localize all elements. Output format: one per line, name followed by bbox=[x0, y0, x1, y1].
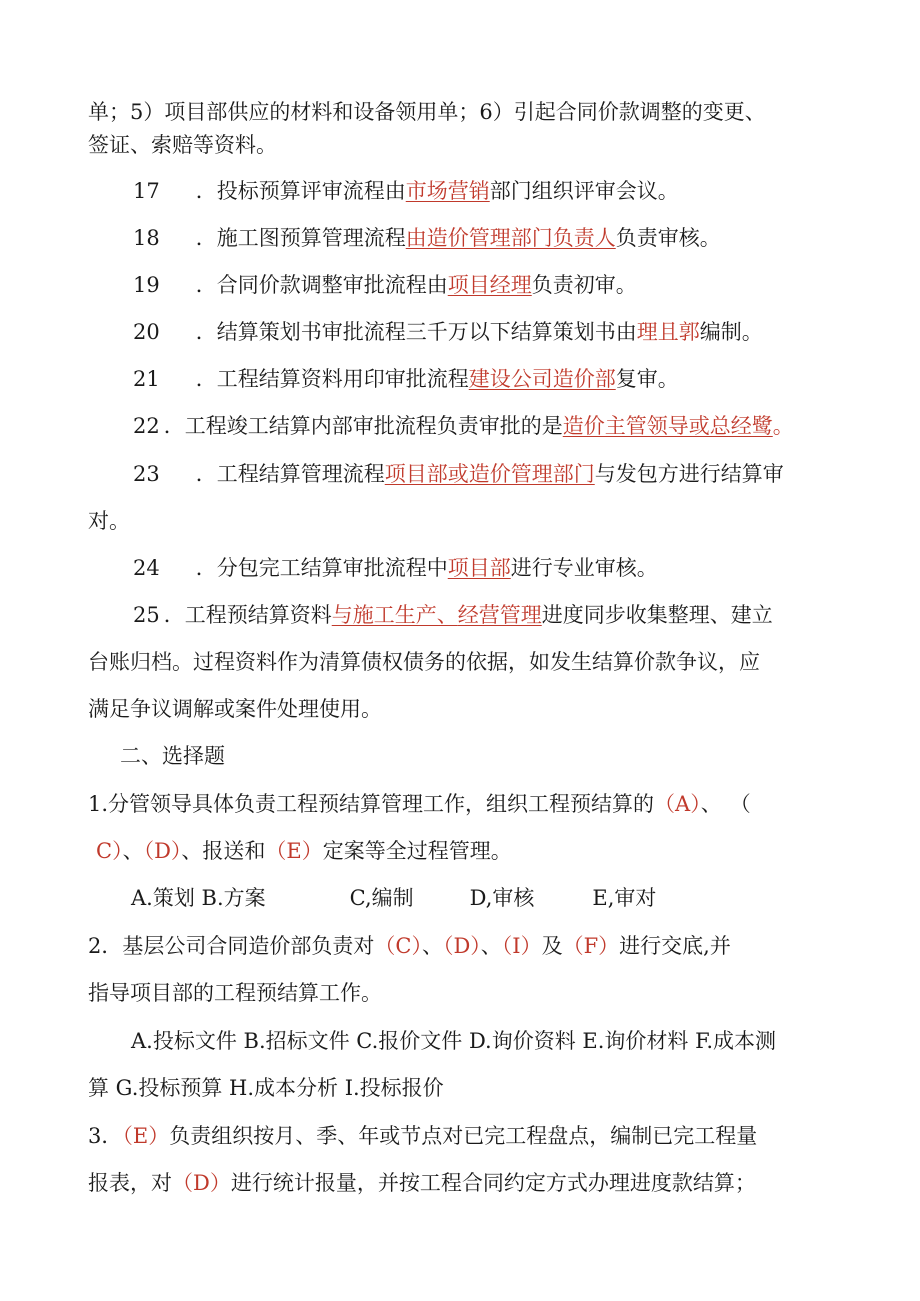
item-text: ．施工图预算管理流程 bbox=[195, 226, 406, 250]
item-text-end: 与发包方进行结算审 bbox=[594, 462, 784, 486]
item-number: 20 bbox=[133, 320, 160, 344]
question-text: 1.分管领导具体负责工程预结算管理工作，组织工程预结算的 bbox=[88, 792, 655, 816]
item-answer: 由造价管理部门负责人 bbox=[405, 226, 616, 250]
item-22 bbox=[133, 411, 920, 441]
question-text: 负责组织按月、季、年或节点对已完工程盘点，编制已完工程量 bbox=[169, 1124, 758, 1148]
question-1-line-2 bbox=[96, 836, 920, 866]
item-17 bbox=[133, 176, 920, 206]
question-text-end: 定案等全过程管理。 bbox=[322, 839, 512, 863]
item-number: 18 bbox=[133, 226, 160, 250]
separator: 、 bbox=[480, 934, 502, 958]
item-text: ．工程竣工结算内部审批流程负责审批的是 bbox=[163, 414, 563, 438]
item-text: ．分包完工结算审批流程中 bbox=[195, 556, 448, 580]
item-answer: 造价主管领导或总经鹭 bbox=[562, 414, 773, 438]
item-23 bbox=[133, 459, 920, 489]
item-18 bbox=[133, 223, 920, 253]
question-2-options-2: 算 G.投标预算 H.成本分析 I.投标报价 bbox=[88, 1076, 444, 1100]
intro-line-1: 单；5）项目部供应的材料和设备领用单；6）引起合同价款调整的变更、 bbox=[88, 100, 766, 124]
question-3-line-2 bbox=[88, 1168, 920, 1198]
question-2-line-2: 指导项目部的工程预结算工作。 bbox=[88, 981, 382, 1005]
item-text: ．合同价款调整审批流程由 bbox=[195, 273, 448, 297]
answer-4: （F） bbox=[562, 934, 620, 958]
answer-a: （A） bbox=[654, 792, 701, 816]
item-answer: 理且郭 bbox=[636, 320, 700, 344]
item-19 bbox=[133, 270, 920, 300]
question-3-line-1 bbox=[88, 1121, 920, 1151]
item-number: 23 bbox=[133, 462, 160, 486]
answer-2: （D） bbox=[442, 934, 481, 958]
item-text-end: 进度同步收集整理、建立 bbox=[541, 603, 773, 627]
answer-e: （E） bbox=[265, 839, 323, 863]
question-text-end: 进行统计报量，并按工程合同约定方式办理进度款结算； bbox=[230, 1171, 756, 1195]
item-text: ．结算策划书审批流程三千万以下结算策划书由 bbox=[195, 320, 637, 344]
item-text: ．投标预算评审流程由 bbox=[195, 179, 406, 203]
item-number: 22 bbox=[133, 414, 160, 438]
item-answer: 项目部 bbox=[447, 556, 511, 580]
item-23-continuation: 对。 bbox=[88, 509, 130, 533]
item-answer-2: 经营管理 bbox=[457, 603, 542, 627]
item-number: 19 bbox=[133, 273, 160, 297]
answer-1: （C） bbox=[374, 934, 422, 958]
item-answer: 建设公司造价部 bbox=[468, 367, 616, 391]
question-text-end: 进行交底,并 bbox=[619, 934, 731, 958]
answer-3: （I） bbox=[501, 934, 542, 958]
question-number: 3． bbox=[88, 1124, 123, 1148]
item-number: 25 bbox=[133, 603, 160, 627]
section-title: 二、选择题 bbox=[120, 744, 225, 768]
option-e: E,审对 bbox=[592, 886, 657, 910]
item-answer: 项目部或造价管理部门 bbox=[384, 462, 595, 486]
item-25-continuation-2: 满足争议调解或案件处理使用。 bbox=[88, 697, 382, 721]
question-1-line-1 bbox=[88, 789, 920, 819]
option-ab: A.策划 B.方案 bbox=[131, 886, 266, 910]
question-text: 2．基层公司合同造价部负责对 bbox=[88, 934, 375, 958]
question-2-options-1: A.投标文件 B.招标文件 C.报价文件 D.询价资料 E.询价材料 F.成本测 bbox=[131, 1029, 777, 1053]
item-text-end: 复审。 bbox=[615, 367, 679, 391]
item-25-continuation-1: 台账归档。过程资料作为清算债权债务的依据，如发生结算价款争议，应 bbox=[88, 650, 760, 674]
item-answer-1: 与施工生产、 bbox=[331, 603, 458, 627]
separator: 、 bbox=[421, 934, 443, 958]
answer-d: （D） bbox=[143, 839, 182, 863]
separator: 、 bbox=[122, 839, 144, 863]
item-answer: 市场营销 bbox=[405, 179, 490, 203]
item-number: 24 bbox=[133, 556, 160, 580]
question-2-line-1 bbox=[88, 931, 920, 961]
question-1-options bbox=[131, 883, 920, 913]
item-25 bbox=[133, 600, 920, 630]
item-text: ．工程结算管理流程 bbox=[195, 462, 385, 486]
item-text-end: 负责初审。 bbox=[531, 273, 637, 297]
question-text: 、报送和 bbox=[181, 839, 266, 863]
item-text-end: 进行专业审核。 bbox=[510, 556, 658, 580]
item-text-end: 。 bbox=[772, 414, 794, 438]
option-c: C,编制 bbox=[349, 886, 414, 910]
item-text-end: 部门组织评审会议。 bbox=[489, 179, 679, 203]
separator: 、 bbox=[700, 792, 722, 816]
item-text: ．工程结算资料用印审批流程 bbox=[195, 367, 469, 391]
item-text: ．工程预结算资料 bbox=[163, 603, 332, 627]
item-answer: 项目经理 bbox=[447, 273, 532, 297]
answer-2: （D） bbox=[172, 1171, 231, 1195]
item-24 bbox=[133, 553, 920, 583]
item-number: 17 bbox=[133, 179, 160, 203]
answer-1: （E） bbox=[122, 1124, 170, 1148]
item-21 bbox=[133, 364, 920, 394]
item-number: 21 bbox=[133, 367, 160, 391]
intro-line-2: 签证、索赔等资料。 bbox=[88, 133, 277, 157]
answer-c: C） bbox=[96, 839, 123, 863]
item-20 bbox=[133, 317, 920, 347]
separator: 及 bbox=[541, 934, 563, 958]
question-text: 报表，对 bbox=[88, 1171, 172, 1195]
open-paren: （ bbox=[729, 792, 751, 816]
option-d: D,审核 bbox=[469, 886, 535, 910]
item-text-end: 负责审核。 bbox=[615, 226, 721, 250]
item-text-end: 编制。 bbox=[699, 320, 763, 344]
